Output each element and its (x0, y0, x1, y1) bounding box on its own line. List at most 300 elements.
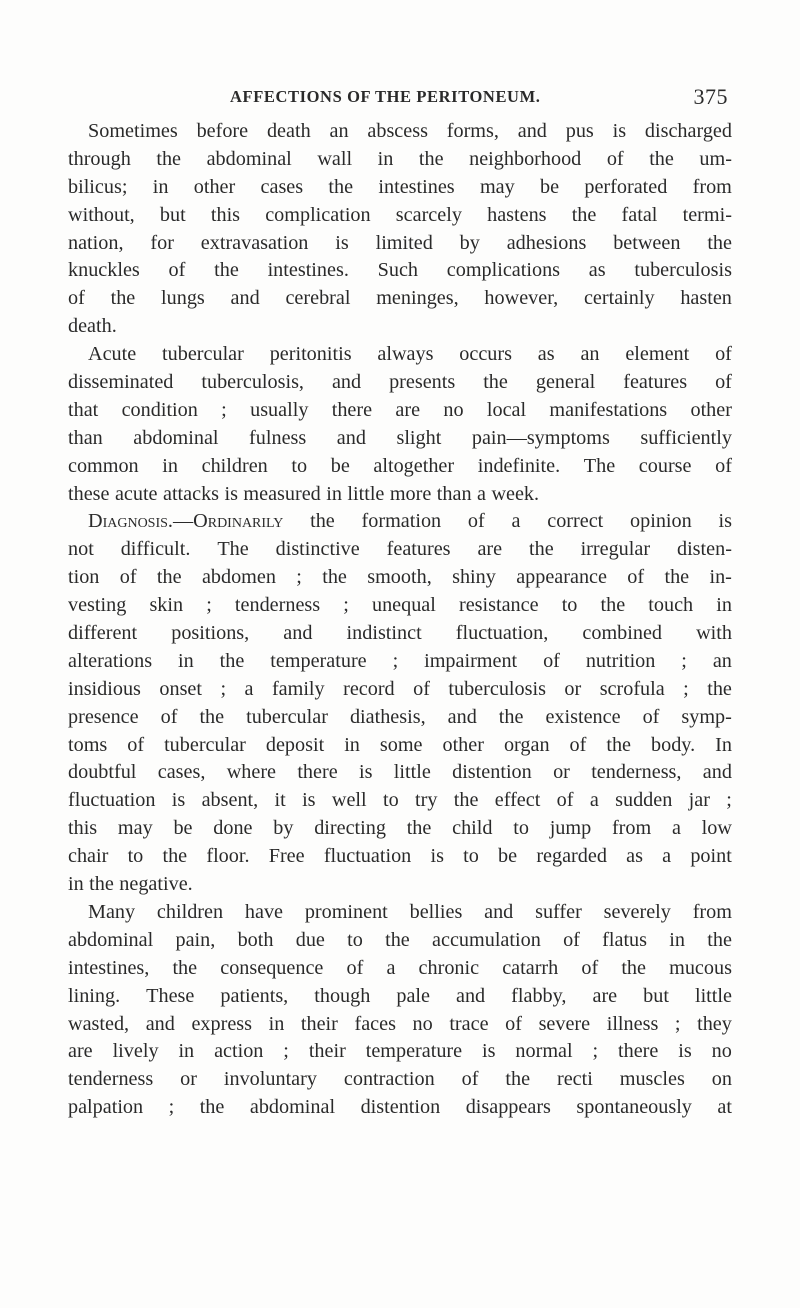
word: local (486, 398, 527, 421)
word: by (273, 817, 294, 840)
word: the (498, 705, 524, 728)
word: course (638, 454, 692, 477)
word: touch (648, 594, 694, 617)
word: usually (250, 398, 309, 421)
word: on (711, 1068, 732, 1091)
word: patients, (220, 984, 289, 1007)
word: are (592, 984, 618, 1007)
text-line (68, 704, 732, 732)
word: spontaneously (576, 1096, 692, 1119)
word: no (443, 398, 464, 421)
word: ; (221, 398, 227, 421)
word: presents (389, 371, 456, 394)
text-line (68, 787, 732, 815)
word: severe (538, 1012, 591, 1035)
word: tuberculosis, (201, 371, 304, 394)
word: of (160, 705, 178, 728)
word: than (436, 482, 472, 505)
word: is (612, 120, 627, 142)
word: hasten (680, 287, 732, 310)
word: tenderness (68, 1068, 154, 1091)
word: acute (114, 482, 158, 505)
word: of (505, 1012, 522, 1035)
word: chronic (418, 956, 480, 979)
word: tenderness (234, 594, 321, 617)
word: occurs (459, 343, 512, 366)
word: ; (683, 677, 689, 700)
word: of (563, 928, 580, 951)
word: child (452, 817, 493, 840)
word: meninges, (376, 287, 459, 310)
word: of (715, 343, 732, 366)
word: formation (361, 510, 442, 533)
word: tuberculosis (448, 677, 546, 700)
word: a (511, 510, 521, 533)
word: peritonitis (269, 343, 352, 366)
word: temperature (270, 649, 367, 672)
word: with (696, 622, 732, 645)
word: to (463, 845, 479, 868)
word: fatal (621, 203, 658, 226)
text-line (68, 341, 732, 369)
word: is (482, 1040, 496, 1063)
word: normal (515, 1040, 573, 1063)
word: insidious (68, 677, 141, 700)
word: floor. (206, 845, 250, 868)
text-line (68, 620, 732, 648)
word: may (117, 817, 153, 840)
word: but (643, 984, 669, 1007)
word: deposit (265, 733, 325, 756)
word: smooth, (367, 566, 432, 589)
word: attacks (162, 482, 220, 505)
word: the (529, 538, 554, 561)
word: tenderness, (591, 761, 682, 784)
word: of (346, 956, 364, 979)
word: or (553, 761, 570, 784)
word: abdominal (249, 1096, 336, 1119)
word: an (712, 649, 732, 672)
word: of (642, 705, 660, 728)
word: before (196, 120, 249, 142)
word: be (498, 845, 518, 868)
word: limited (375, 231, 433, 254)
text-line (68, 676, 732, 704)
word: features (386, 538, 451, 561)
word: Free (268, 845, 305, 868)
word: illness (606, 1012, 659, 1035)
word: point (690, 845, 732, 868)
word: recti (556, 1068, 593, 1091)
word: irregular (580, 538, 651, 561)
word: the (406, 817, 432, 840)
word: and (484, 900, 514, 923)
word: existence (545, 705, 621, 728)
word: involuntary (223, 1068, 317, 1091)
word: scarcely (395, 203, 462, 226)
word: in (178, 649, 194, 672)
word: of (556, 789, 574, 812)
word: of (127, 733, 145, 756)
word: a (244, 677, 254, 700)
word: of (467, 510, 485, 533)
word: the (505, 1068, 531, 1091)
word: is (718, 510, 732, 533)
word: intestines (378, 175, 455, 198)
text-line (68, 146, 732, 174)
word: from (692, 175, 732, 198)
word: complications (446, 259, 561, 282)
word: fluctuation (323, 845, 412, 868)
word: in (268, 1012, 285, 1035)
word: faces (354, 1012, 396, 1035)
word: um- (699, 147, 732, 170)
word: of (569, 733, 587, 756)
word: onset (159, 677, 202, 700)
text-line (68, 648, 732, 676)
word: cases, (157, 761, 206, 784)
word: ; (592, 1040, 599, 1063)
word: temperature (365, 1040, 463, 1063)
word: the (649, 147, 674, 170)
word: their (308, 1040, 346, 1063)
word: complication (265, 203, 371, 226)
word: ; (392, 649, 399, 672)
text-line (68, 871, 732, 899)
word: in (716, 594, 732, 617)
word: though (314, 984, 371, 1007)
word: sudden (615, 789, 673, 812)
word: fluctuation (68, 789, 156, 812)
word: the (664, 566, 690, 589)
word: lungs (161, 287, 205, 310)
word: this (68, 817, 98, 840)
word: tion (68, 566, 100, 589)
word: body. (651, 733, 696, 756)
word: and (447, 705, 477, 728)
word: toms (68, 733, 108, 756)
word: features (623, 371, 688, 394)
word: not (68, 538, 94, 561)
word: no (412, 1012, 433, 1035)
word: than (68, 426, 103, 449)
word: the (600, 594, 626, 617)
word: measured (243, 482, 321, 505)
word: little (393, 761, 431, 784)
word: Diagnosis.—Ordinarily (88, 510, 284, 533)
word: is (171, 789, 186, 812)
word: diathesis, (349, 705, 426, 728)
text-line (68, 564, 732, 592)
word: the (199, 705, 225, 728)
word: adhesions (506, 231, 587, 254)
word: mucous (669, 956, 732, 979)
word: these (68, 482, 110, 505)
word: both (237, 928, 274, 951)
word: condition (121, 398, 198, 421)
word: pus (565, 120, 594, 142)
word: be (330, 454, 350, 477)
word: muscles (619, 1068, 685, 1091)
word: wasted, (68, 1012, 130, 1035)
word: fluctuation, (455, 622, 549, 645)
word: abdominal (206, 147, 292, 170)
word: children (156, 900, 224, 923)
word: flatus (602, 928, 648, 951)
word: and (455, 984, 486, 1007)
word: contraction (343, 1068, 435, 1091)
word: express (191, 1012, 252, 1035)
word: in (178, 1040, 195, 1063)
word: and (230, 287, 260, 310)
word: ; (168, 1096, 175, 1119)
word: lining. (68, 984, 121, 1007)
text-line (68, 1038, 732, 1066)
word: hastens (487, 203, 547, 226)
text-line (68, 257, 732, 285)
word: unequal (371, 594, 436, 617)
text-line (68, 1094, 732, 1122)
running-title: AFFECTIONS OF THE PERITONEUM. (230, 87, 541, 106)
word: discharged (644, 120, 732, 142)
word: termi- (682, 203, 732, 226)
word: is (302, 789, 316, 812)
word: to (347, 928, 363, 951)
word: abscess (367, 120, 428, 142)
word: in (344, 733, 360, 756)
word: intestines. (267, 259, 349, 282)
word: cases (260, 175, 304, 198)
word: perforated (584, 175, 668, 198)
word: the (214, 259, 239, 282)
word: tubercular (246, 705, 328, 728)
word: effect (494, 789, 541, 812)
word: done (213, 817, 253, 840)
word: of (413, 677, 430, 700)
word: The (217, 538, 249, 561)
word: accumulation (432, 928, 541, 951)
word: where (226, 761, 277, 784)
word: Such (377, 259, 419, 282)
word: The (583, 454, 616, 477)
word: common (68, 454, 139, 477)
word: bilicus; (68, 175, 128, 198)
word: Sometimes (88, 120, 178, 142)
word: it (274, 789, 286, 812)
word: doubtful (68, 761, 137, 784)
word: are (395, 398, 421, 421)
word: at (717, 1096, 732, 1119)
word: jump (549, 817, 592, 840)
word: of (461, 1068, 479, 1091)
word: in (326, 482, 342, 505)
word: chair (68, 845, 109, 868)
word: the (219, 649, 245, 672)
text-line (68, 453, 732, 481)
word: forms, (446, 120, 499, 142)
word: vesting (68, 594, 127, 617)
word: Many (88, 900, 136, 923)
word: cerebral (285, 287, 351, 310)
word: or (180, 1068, 197, 1091)
word: of (119, 566, 137, 589)
word: pain—symptoms (471, 426, 610, 449)
word: from (611, 817, 652, 840)
word: altogether (373, 454, 455, 477)
word: due (295, 928, 325, 951)
word: and (145, 1012, 175, 1035)
word: wall (317, 147, 353, 170)
word: the (571, 203, 597, 226)
word: directing (314, 817, 386, 840)
word: of (68, 287, 85, 310)
word: a (477, 482, 486, 505)
word: knuckles (68, 259, 140, 282)
word: are (477, 538, 503, 561)
text-line (68, 1011, 732, 1039)
text-line (68, 899, 732, 927)
word: well (331, 789, 367, 812)
text-line (68, 955, 732, 983)
text-line (68, 369, 732, 397)
word: scrofula (599, 677, 665, 700)
word: disappears (465, 1096, 551, 1119)
text-line (68, 481, 732, 509)
word: the (707, 231, 732, 254)
text-line (68, 927, 732, 955)
word: for (150, 231, 174, 254)
word: a (671, 817, 681, 840)
word: be (173, 817, 193, 840)
word: negative. (119, 873, 193, 896)
word: between (613, 231, 681, 254)
word: that (68, 398, 99, 421)
word: ; (296, 566, 302, 589)
word: Acute (88, 343, 137, 366)
word: absent, (201, 789, 259, 812)
word: other (690, 398, 732, 421)
word: correct (547, 510, 604, 533)
text-line (68, 118, 732, 146)
word: lively (112, 1040, 159, 1063)
word: from (692, 900, 732, 923)
word: in (152, 175, 169, 198)
word: try (415, 789, 438, 812)
word: organ (503, 733, 550, 756)
word: the (156, 566, 182, 589)
word: flabby, (511, 984, 567, 1007)
text-line (68, 202, 732, 230)
word: little (694, 984, 732, 1007)
word: the (418, 147, 444, 170)
word: little (347, 482, 385, 505)
word: in (377, 147, 394, 170)
word: always (377, 343, 434, 366)
word: extravasation (200, 231, 309, 254)
word: jar (688, 789, 710, 812)
word: death (266, 120, 311, 142)
word: to (513, 817, 529, 840)
word: bellies (409, 900, 463, 923)
word: and (283, 622, 313, 645)
text-line (68, 313, 732, 341)
word: family (271, 677, 325, 700)
word: low (701, 817, 732, 840)
text-line (68, 815, 732, 843)
word: combined (582, 622, 662, 645)
word: tuberculosis (634, 259, 732, 282)
word: as (588, 259, 606, 282)
word: is (678, 1040, 692, 1063)
word: death. (68, 315, 117, 338)
text-line (68, 732, 732, 760)
word: the (328, 175, 354, 198)
word: ; (681, 649, 687, 672)
word: in- (709, 566, 732, 589)
word: may (479, 175, 515, 198)
word: positions, (171, 622, 250, 645)
word: there (297, 761, 338, 784)
word: fulness (249, 426, 307, 449)
word: this (210, 203, 241, 226)
word: different (68, 622, 138, 645)
word: resistance (458, 594, 539, 617)
word: to (561, 594, 578, 617)
word: palpation (68, 1096, 144, 1119)
word: and (331, 371, 362, 394)
word: the (156, 147, 182, 170)
word: ; (206, 594, 212, 617)
word: the (310, 510, 335, 533)
word: trace (449, 1012, 489, 1035)
word: and (336, 426, 366, 449)
word: in (68, 873, 84, 896)
word: their (300, 1012, 338, 1035)
word: symp- (681, 705, 732, 728)
word: general (535, 371, 596, 394)
word: they (697, 1012, 732, 1035)
word: of (627, 566, 645, 589)
word: is (359, 761, 373, 784)
word: the (110, 287, 136, 310)
page-number: 375 (693, 84, 728, 109)
text-line (68, 285, 732, 313)
word: alterations (68, 649, 153, 672)
word: there (618, 1040, 659, 1063)
word: catarrh (502, 956, 559, 979)
word: the (385, 928, 410, 951)
text-line (68, 230, 732, 258)
word: is (224, 482, 238, 505)
word: record (343, 677, 395, 700)
word: children (201, 454, 268, 477)
word: ; (343, 594, 349, 617)
word: pain, (175, 928, 216, 951)
word: suffer (535, 900, 582, 923)
word: the (322, 566, 347, 589)
word: distention (452, 761, 532, 784)
word: week. (491, 482, 540, 505)
word: disten- (676, 538, 732, 561)
word: as (626, 845, 643, 868)
word: In (715, 733, 732, 756)
text-line (68, 592, 732, 620)
word: prominent (304, 900, 388, 923)
word: as (537, 343, 555, 366)
word: a (386, 956, 396, 979)
word: manifestations (549, 398, 668, 421)
word: shiny (452, 566, 496, 589)
